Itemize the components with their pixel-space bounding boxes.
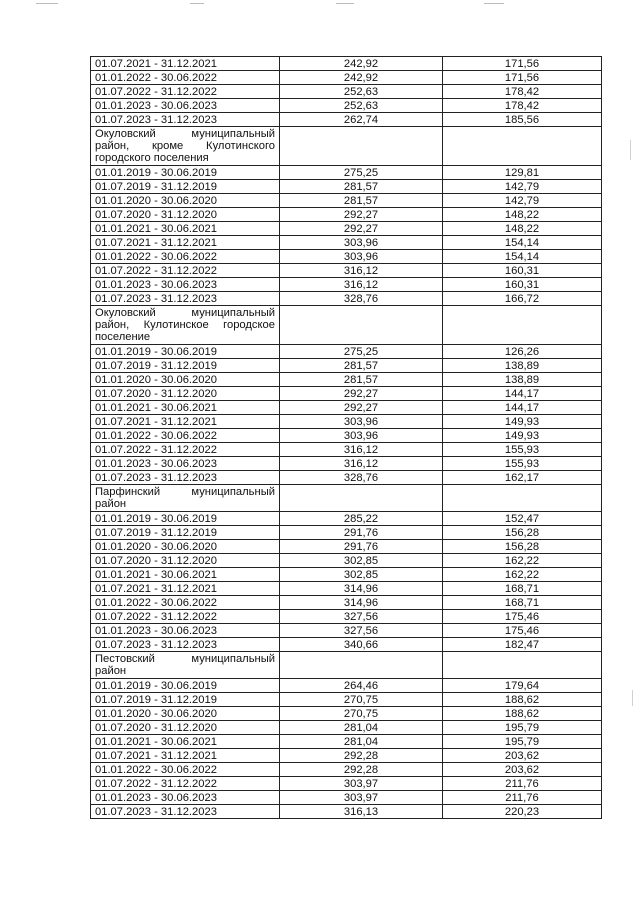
tariff-value-1: 252,63	[280, 85, 443, 99]
tariff-value-2: 182,47	[443, 638, 602, 652]
tariff-value-2: 142,79	[443, 194, 602, 208]
tariff-value-2: 171,56	[443, 57, 602, 71]
empty-cell	[280, 127, 443, 166]
period-cell: 01.01.2020 - 30.06.2020	[91, 707, 280, 721]
tariff-table	[90, 56, 602, 819]
tariff-value-1: 281,57	[280, 180, 443, 194]
table-row	[91, 596, 602, 610]
tariff-value-2: 185,56	[443, 113, 602, 127]
tariff-value-2: 162,22	[443, 568, 602, 582]
period-cell: 01.07.2019 - 31.12.2019	[91, 526, 280, 540]
period-cell: 01.07.2023 - 31.12.2023	[91, 638, 280, 652]
table-row	[91, 85, 602, 99]
tariff-value-2: 188,62	[443, 707, 602, 721]
tariff-value-1: 316,12	[280, 443, 443, 457]
tariff-value-2: 154,14	[443, 250, 602, 264]
period-cell: 01.07.2019 - 31.12.2019	[91, 693, 280, 707]
tariff-value-1: 316,12	[280, 457, 443, 471]
district-group-row	[91, 652, 602, 679]
period-cell: 01.07.2020 - 31.12.2020	[91, 554, 280, 568]
table-row	[91, 777, 602, 791]
period-cell: 01.07.2022 - 31.12.2022	[91, 610, 280, 624]
tariff-value-1: 316,13	[280, 805, 443, 819]
tariff-value-1: 281,04	[280, 735, 443, 749]
tariff-value-1: 292,27	[280, 401, 443, 415]
period-cell: 01.01.2021 - 30.06.2021	[91, 735, 280, 749]
tariff-value-1: 270,75	[280, 707, 443, 721]
tariff-value-1: 275,25	[280, 345, 443, 359]
tariff-value-2: 154,14	[443, 236, 602, 250]
table-row	[91, 292, 602, 306]
table-row	[91, 359, 602, 373]
tariff-value-2: 175,46	[443, 624, 602, 638]
tariff-value-1: 262,74	[280, 113, 443, 127]
period-cell: 01.01.2023 - 30.06.2023	[91, 791, 280, 805]
period-cell: 01.01.2019 - 30.06.2019	[91, 166, 280, 180]
tariff-value-2: 168,71	[443, 582, 602, 596]
tariff-value-1: 275,25	[280, 166, 443, 180]
table-row	[91, 180, 602, 194]
period-cell: 01.07.2022 - 31.12.2022	[91, 85, 280, 99]
tariff-value-2: 168,71	[443, 596, 602, 610]
tariff-value-2: 156,28	[443, 526, 602, 540]
table-row	[91, 429, 602, 443]
table-row	[91, 540, 602, 554]
period-cell: 01.07.2020 - 31.12.2020	[91, 208, 280, 222]
table-row	[91, 166, 602, 180]
tariff-value-2: 171,56	[443, 71, 602, 85]
table-row	[91, 387, 602, 401]
table-row	[91, 679, 602, 693]
tariff-value-2: 138,89	[443, 373, 602, 387]
tariff-value-2: 155,93	[443, 457, 602, 471]
period-cell: 01.01.2023 - 30.06.2023	[91, 99, 280, 113]
scan-edge-mark	[632, 690, 633, 706]
table-row	[91, 278, 602, 292]
period-cell: 01.07.2023 - 31.12.2023	[91, 292, 280, 306]
tariff-value-1: 292,28	[280, 749, 443, 763]
table-row	[91, 345, 602, 359]
tariff-value-2: 149,93	[443, 415, 602, 429]
tariff-value-1: 242,92	[280, 57, 443, 71]
tariff-value-1: 270,75	[280, 693, 443, 707]
tariff-value-1: 303,96	[280, 415, 443, 429]
table-row	[91, 582, 602, 596]
district-group-row	[91, 485, 602, 512]
table-row	[91, 99, 602, 113]
empty-cell	[280, 485, 443, 512]
period-cell: 01.07.2021 - 31.12.2021	[91, 749, 280, 763]
table-row	[91, 250, 602, 264]
tariff-value-2: 160,31	[443, 278, 602, 292]
tariff-value-1: 292,27	[280, 387, 443, 401]
period-cell: 01.01.2022 - 30.06.2022	[91, 596, 280, 610]
tariff-value-1: 292,28	[280, 763, 443, 777]
tariff-value-1: 291,76	[280, 526, 443, 540]
table-row	[91, 208, 602, 222]
period-cell: 01.07.2023 - 31.12.2023	[91, 113, 280, 127]
empty-cell	[443, 652, 602, 679]
period-cell: 01.01.2020 - 30.06.2020	[91, 194, 280, 208]
table-row	[91, 401, 602, 415]
table-row	[91, 457, 602, 471]
table-row	[91, 264, 602, 278]
tariff-value-2: 138,89	[443, 359, 602, 373]
empty-cell	[280, 306, 443, 345]
table-row	[91, 721, 602, 735]
period-cell: 01.01.2019 - 30.06.2019	[91, 512, 280, 526]
period-cell: 01.01.2022 - 30.06.2022	[91, 250, 280, 264]
period-cell: 01.01.2019 - 30.06.2019	[91, 345, 280, 359]
tariff-value-2: 129,81	[443, 166, 602, 180]
table-row	[91, 526, 602, 540]
table-row	[91, 554, 602, 568]
tariff-value-2: 179,64	[443, 679, 602, 693]
tariff-value-2: 148,22	[443, 208, 602, 222]
period-cell: 01.01.2021 - 30.06.2021	[91, 568, 280, 582]
period-cell: 01.01.2019 - 30.06.2019	[91, 679, 280, 693]
tariff-value-2: 203,62	[443, 749, 602, 763]
tariff-table-body	[91, 57, 602, 819]
empty-cell	[443, 485, 602, 512]
district-group-row	[91, 306, 602, 345]
period-cell: 01.01.2023 - 30.06.2023	[91, 278, 280, 292]
tariff-value-1: 281,57	[280, 373, 443, 387]
table-row	[91, 763, 602, 777]
tariff-value-1: 316,12	[280, 264, 443, 278]
table-row	[91, 749, 602, 763]
tariff-value-2: 220,23	[443, 805, 602, 819]
tariff-value-2: 188,62	[443, 693, 602, 707]
table-row	[91, 735, 602, 749]
tariff-value-2: 126,26	[443, 345, 602, 359]
period-cell: 01.07.2019 - 31.12.2019	[91, 359, 280, 373]
period-cell: 01.07.2021 - 31.12.2021	[91, 57, 280, 71]
district-group-row	[91, 127, 602, 166]
tariff-value-1: 328,76	[280, 292, 443, 306]
scan-edge-mark	[630, 140, 631, 160]
tariff-value-2: 203,62	[443, 763, 602, 777]
table-row	[91, 707, 602, 721]
period-cell: 01.07.2023 - 31.12.2023	[91, 805, 280, 819]
table-row	[91, 194, 602, 208]
period-cell: 01.01.2023 - 30.06.2023	[91, 457, 280, 471]
tariff-value-2: 155,93	[443, 443, 602, 457]
table-row	[91, 693, 602, 707]
tariff-value-1: 303,96	[280, 250, 443, 264]
table-row	[91, 236, 602, 250]
table-row	[91, 610, 602, 624]
tariff-value-1: 314,96	[280, 596, 443, 610]
table-row	[91, 805, 602, 819]
table-row	[91, 57, 602, 71]
tariff-value-2: 195,79	[443, 735, 602, 749]
table-row	[91, 222, 602, 236]
tariff-value-2: 144,17	[443, 387, 602, 401]
tariff-value-1: 302,85	[280, 554, 443, 568]
table-row	[91, 471, 602, 485]
table-row	[91, 568, 602, 582]
district-name: Парфинский муниципальный район	[91, 485, 280, 512]
tariff-value-2: 156,28	[443, 540, 602, 554]
period-cell: 01.01.2022 - 30.06.2022	[91, 763, 280, 777]
tariff-value-1: 281,57	[280, 194, 443, 208]
tariff-value-1: 302,85	[280, 568, 443, 582]
period-cell: 01.07.2022 - 31.12.2022	[91, 777, 280, 791]
period-cell: 01.07.2020 - 31.12.2020	[91, 387, 280, 401]
district-name: Окуловский муниципальный район, кроме Кулотинского городского поселения	[91, 127, 280, 166]
period-cell: 01.07.2021 - 31.12.2021	[91, 582, 280, 596]
empty-cell	[280, 652, 443, 679]
empty-cell	[443, 306, 602, 345]
tariff-value-2: 149,93	[443, 429, 602, 443]
tariff-value-2: 148,22	[443, 222, 602, 236]
period-cell: 01.07.2022 - 31.12.2022	[91, 443, 280, 457]
period-cell: 01.01.2021 - 30.06.2021	[91, 401, 280, 415]
tariff-value-1: 264,46	[280, 679, 443, 693]
tariff-value-2: 144,17	[443, 401, 602, 415]
tariff-value-2: 162,17	[443, 471, 602, 485]
tariff-value-1: 252,63	[280, 99, 443, 113]
table-row	[91, 373, 602, 387]
table-row	[91, 638, 602, 652]
tariff-value-1: 303,96	[280, 429, 443, 443]
period-cell: 01.07.2023 - 31.12.2023	[91, 471, 280, 485]
tariff-value-2: 152,47	[443, 512, 602, 526]
table-row	[91, 512, 602, 526]
tariff-value-2: 211,76	[443, 791, 602, 805]
tariff-value-1: 281,04	[280, 721, 443, 735]
tariff-value-1: 285,22	[280, 512, 443, 526]
table-row	[91, 791, 602, 805]
tariff-value-1: 328,76	[280, 471, 443, 485]
tariff-value-2: 160,31	[443, 264, 602, 278]
tariff-value-1: 303,97	[280, 777, 443, 791]
empty-cell	[443, 127, 602, 166]
tariff-value-2: 178,42	[443, 99, 602, 113]
tariff-value-2: 142,79	[443, 180, 602, 194]
tariff-value-1: 292,27	[280, 208, 443, 222]
period-cell: 01.01.2020 - 30.06.2020	[91, 373, 280, 387]
tariff-value-1: 292,27	[280, 222, 443, 236]
period-cell: 01.07.2020 - 31.12.2020	[91, 721, 280, 735]
tariff-value-1: 303,96	[280, 236, 443, 250]
tariff-value-2: 162,22	[443, 554, 602, 568]
tariff-value-1: 314,96	[280, 582, 443, 596]
period-cell: 01.01.2023 - 30.06.2023	[91, 624, 280, 638]
tariff-value-1: 316,12	[280, 278, 443, 292]
district-name: Пестовский муниципальный район	[91, 652, 280, 679]
tariff-value-2: 166,72	[443, 292, 602, 306]
tariff-value-1: 327,56	[280, 624, 443, 638]
period-cell: 01.01.2022 - 30.06.2022	[91, 71, 280, 85]
period-cell: 01.07.2022 - 31.12.2022	[91, 264, 280, 278]
table-row	[91, 71, 602, 85]
tariff-value-2: 178,42	[443, 85, 602, 99]
tariff-value-2: 211,76	[443, 777, 602, 791]
tariff-value-2: 195,79	[443, 721, 602, 735]
period-cell: 01.07.2021 - 31.12.2021	[91, 415, 280, 429]
tariff-value-1: 303,97	[280, 791, 443, 805]
scan-header-marks	[0, 0, 640, 10]
period-cell: 01.07.2021 - 31.12.2021	[91, 236, 280, 250]
tariff-value-1: 281,57	[280, 359, 443, 373]
table-row	[91, 113, 602, 127]
period-cell: 01.01.2020 - 30.06.2020	[91, 540, 280, 554]
table-row	[91, 415, 602, 429]
table-row	[91, 443, 602, 457]
tariff-value-1: 291,76	[280, 540, 443, 554]
period-cell: 01.01.2021 - 30.06.2021	[91, 222, 280, 236]
tariff-value-1: 340,66	[280, 638, 443, 652]
tariff-value-2: 175,46	[443, 610, 602, 624]
table-row	[91, 624, 602, 638]
tariff-value-1: 327,56	[280, 610, 443, 624]
tariff-value-1: 242,92	[280, 71, 443, 85]
district-name: Окуловский муниципальный район, Кулотинское городское поселение	[91, 306, 280, 345]
period-cell: 01.07.2019 - 31.12.2019	[91, 180, 280, 194]
period-cell: 01.01.2022 - 30.06.2022	[91, 429, 280, 443]
